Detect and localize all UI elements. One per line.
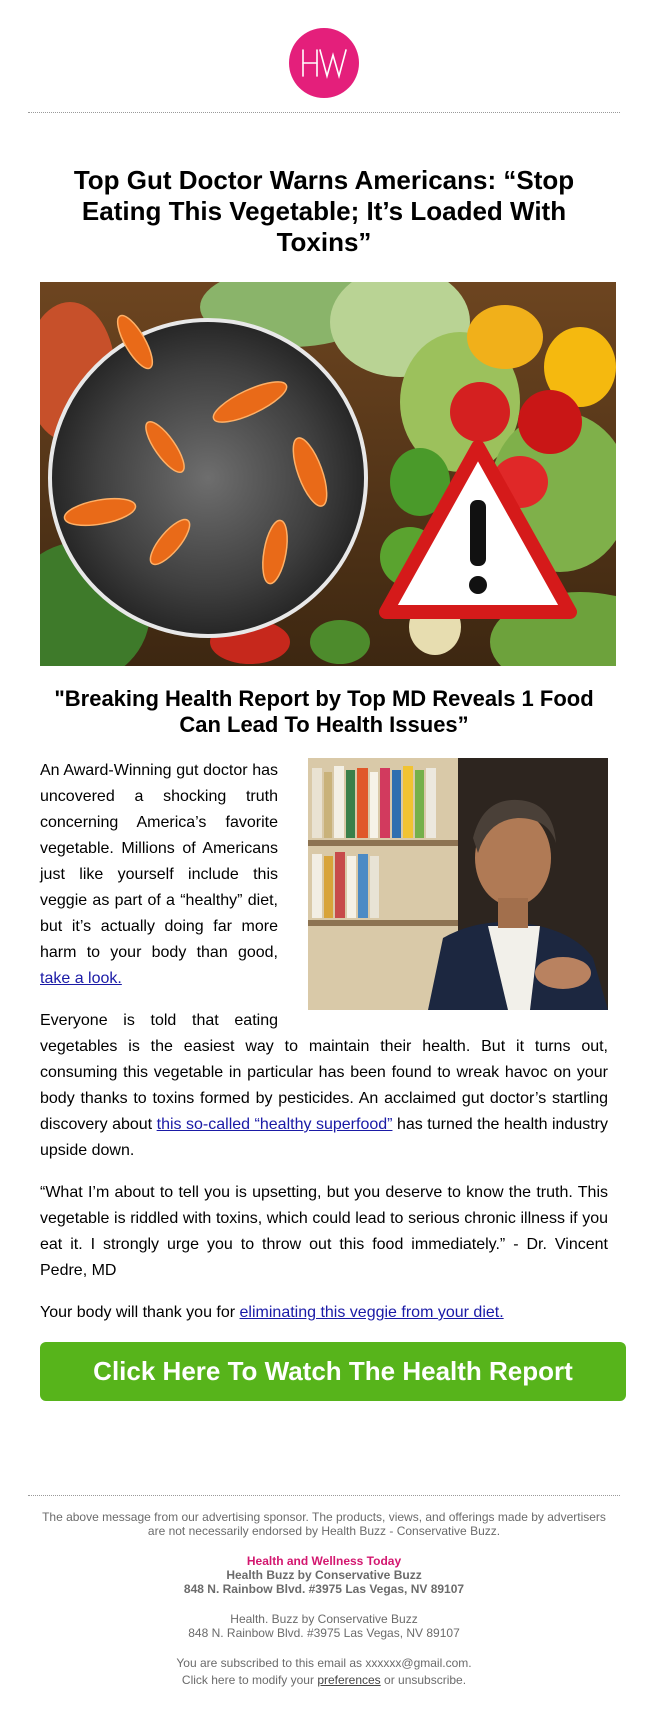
footer	[28, 1495, 620, 1687]
modify-prefix: Click here to modify your	[181, 1673, 318, 1687]
hero-image[interactable]	[40, 282, 616, 666]
doctor-quote: “What I’m about to tell you is upsetting, but you deserve to know the truth. This vegetable is riddled with toxins, which could lead to serious chronic illness if you eat it. I strongly urge you to throw out this food immediately.” - Dr. Vincent Pedre, MD	[40, 1184, 608, 1279]
hw-logo[interactable]	[289, 28, 359, 98]
hw-logo-icon	[289, 28, 359, 98]
take-a-look-link[interactable]: take a look.	[40, 970, 122, 987]
modify-preferences-line	[28, 1673, 620, 1687]
footer-brand: Health and Wellness Today	[246, 1554, 402, 1568]
footer-company-2: Health. Buzz by Conservative Buzz	[230, 1612, 418, 1626]
healthy-superfood-link[interactable]: this so-called “healthy superfood”	[156, 1116, 393, 1133]
doctor-photo[interactable]	[308, 758, 608, 1010]
advertiser-disclaimer: The above message from our advertising sponsor. The products, views, and offerings made by advertisers are not necessarily endorsed by Health Buzz - Conservative Buzz.	[42, 1510, 606, 1538]
paragraph-2-text-a: Everyone is told that eating vegetables is the easiest way to maintain their health. But it turns out, consuming this vegetable in particular has been found to wreak havoc on your body thanks to toxins formed by pesticides. An acclaimed gut doctor’s startling discovery about	[40, 1012, 608, 1133]
subscription-notice: You are subscribed to this email as xxxxxx@gmail.com.	[176, 1656, 472, 1670]
eliminate-veggie-link[interactable]: eliminating this veggie from your diet.	[239, 1304, 504, 1321]
doctor-portrait-illustration	[308, 758, 608, 1010]
subheadline: "Breaking Health Report by Top MD Reveals 1 Food Can Lead To Health Issues”	[54, 686, 594, 737]
paragraph-4-text: Your body will thank you for	[40, 1304, 240, 1321]
paragraph-1-text: An Award-Winning gut doctor has uncovered a shocking truth concerning America’s favorite vegetable. Millions of Americans just like yourself include this veggie as part of a “healthy” diet, but it’s actually doing far more harm to your body than good,	[40, 762, 278, 961]
bacteria-vegetables-illustration	[40, 282, 616, 666]
footer-address: 848 N. Rainbow Blvd. #3975 Las Vegas, NV 89107	[183, 1582, 465, 1596]
watch-health-report-button[interactable]: Click Here To Watch The Health Report	[40, 1342, 626, 1401]
article-body	[40, 758, 608, 1326]
paragraph-2	[40, 1008, 608, 1164]
footer-company: Health Buzz by Conservative Buzz	[226, 1568, 422, 1582]
header	[28, 0, 620, 113]
paragraph-4	[40, 1300, 608, 1326]
paragraph-2-text-b: has turned the health industry upside down.	[40, 1116, 608, 1159]
modify-suffix: or unsubscribe.	[380, 1673, 467, 1687]
preferences-link[interactable]: preferences	[317, 1673, 381, 1687]
headline: Top Gut Doctor Warns Americans: “Stop Eating This Vegetable; It’s Loaded With Toxins”	[73, 165, 575, 257]
footer-address-2: 848 N. Rainbow Blvd. #3975 Las Vegas, NV 89107	[188, 1626, 460, 1640]
